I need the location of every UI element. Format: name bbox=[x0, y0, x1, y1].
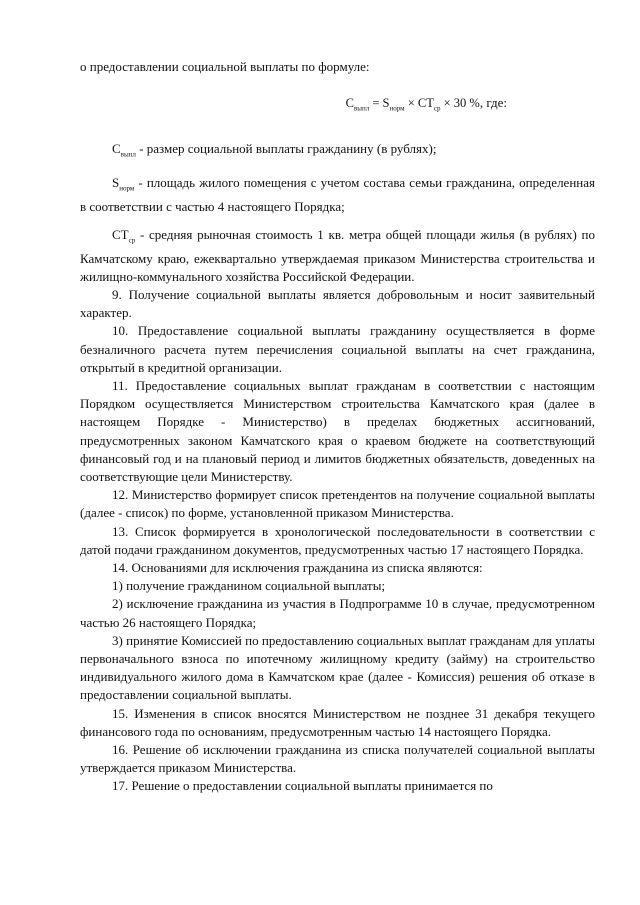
definition-ct-sr: $СТ_{ср}$ - средняя рыночная стоимость 1 кв. метра общей площади жилья (в рублях) по Камчатскому краю, ежеквартально утверждаемая приказом Министерства строительства и жилищно-коммунального хозяйства Российской Федерации. bbox=[80, 226, 595, 284]
definition-s-norm: $S_{норм}$ - площадь жилого помещения с учетом состава семьи гражданина, определенная в соответствии с частью 4 настоящего Порядка; bbox=[80, 174, 595, 214]
formula: $С_{выпл} = S_{норм} \times СТ_{ср} \times 30$ %, где: bbox=[345, 95, 507, 113]
paragraph-11: 11. Предоставление социальных выплат гражданам в соответствии с настоящим Порядком осуществляется Министерством строительства Камчатского края (далее в настоящем Порядке - Министерство) в пределах бюджетных ассигнований, предусмотренных законом Камчатского края о краевом бюджете на соответствующий финансовый год и на плановый период и лимитов бюджетных обязательств, доведенных на соответствующие цели Министерству. bbox=[80, 377, 595, 484]
paragraph-17: 17. Решение о предоставлении социальной выплаты принимается по bbox=[112, 778, 493, 794]
definition-c-vypl: $С_{выпл}$ - размер социальной выплаты гражданину (в рублях); bbox=[112, 140, 437, 159]
list-item-3: 3) принятие Комиссией по предоставлению социальных выплат гражданам для уплаты первоначального взноса по ипотечному жилищному кредиту (займу) на строительство индивидуального жилого дома в Камчатском крае (далее - Комиссия) решения об отказе в предоставлении социальной выплаты. bbox=[80, 632, 595, 703]
paragraph-12: 12. Министерство формирует список претендентов на получение социальной выплаты (далее - список) по форме, установленной приказом Министерства. bbox=[80, 487, 595, 521]
intro-line: о предоставлении социальной выплаты по формуле: bbox=[80, 59, 370, 74]
paragraph-10: 10. Предоставление социальной выплаты гражданину осуществляется в форме безналичного расчета путем перечисления социальной выплаты на счет гражданина, открытый в кредитной организации. bbox=[80, 323, 595, 375]
list-item-1: 1) получение гражданином социальной выплаты; bbox=[112, 578, 386, 594]
paragraph-14: 14. Основаниями для исключения гражданина из списка являются: bbox=[112, 559, 483, 575]
paragraph-13: 13. Список формируется в хронологической последовательности в соответствии с датой подачи гражданином документов, предусмотренных частью 17 настоящего Порядка. bbox=[80, 523, 595, 557]
document-page bbox=[80, 58, 595, 796]
paragraph-9: 9. Получение социальной выплаты является добровольным и носит заявительный характер. bbox=[80, 286, 595, 321]
paragraph-16: 16. Решение об исключении гражданина из списка получателей социальной выплаты утверждается приказом Министерства. bbox=[80, 741, 595, 776]
paragraph-15: 15. Изменения в список вносятся Министерством не позднее 31 декабря текущего финансового года по основаниям, предусмотренным частью 14 настоящего Порядка. bbox=[80, 705, 595, 739]
list-item-2: 2) исключение гражданина из участия в Подпрограмме 10 в случае, предусмотренном частью 26 настоящего Порядка; bbox=[80, 596, 595, 630]
